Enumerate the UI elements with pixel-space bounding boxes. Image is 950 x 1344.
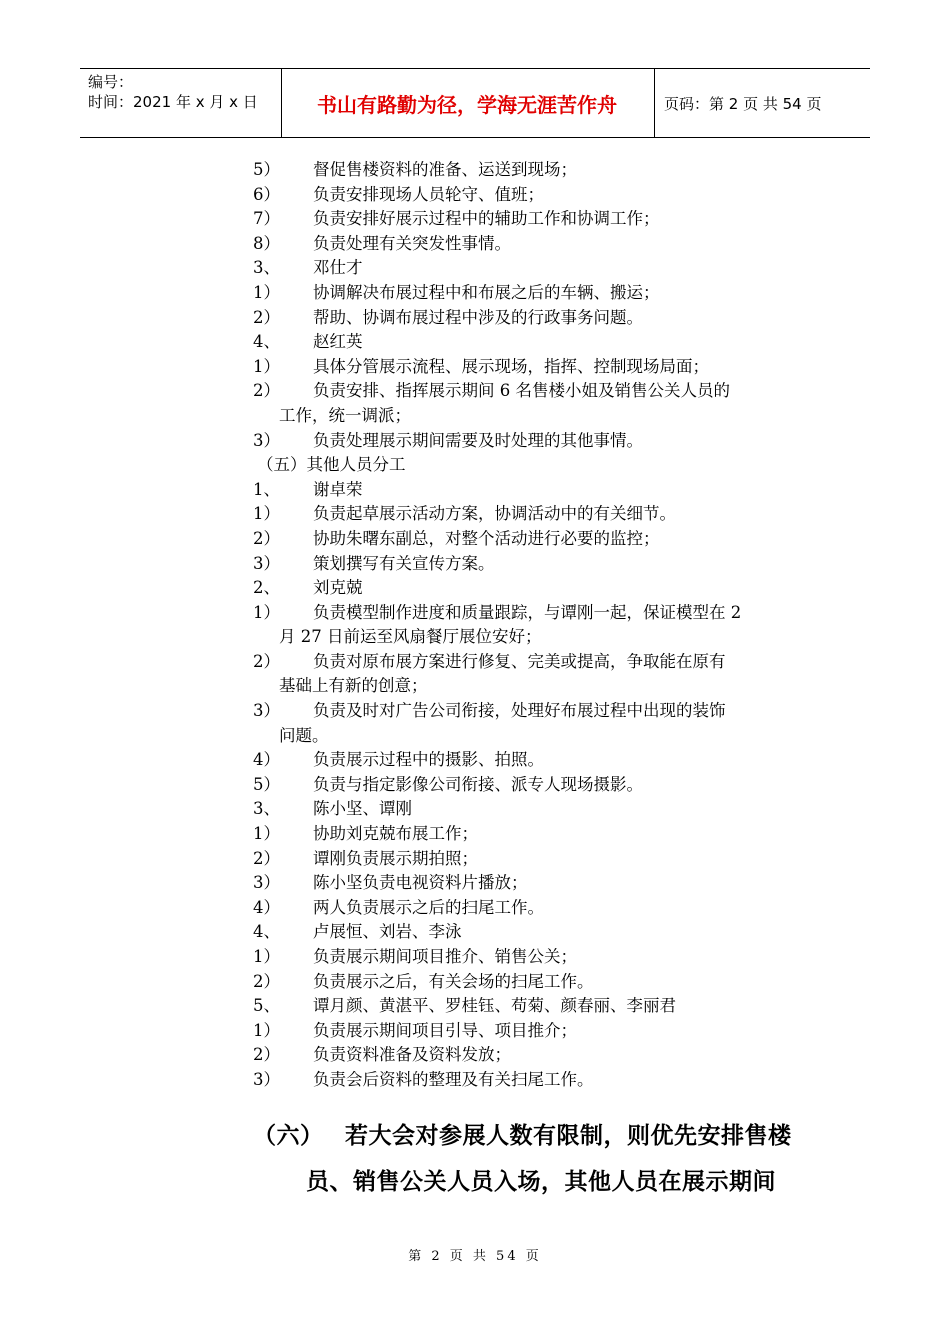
list-item-text: 负责展示之后，有关会场的扫尾工作。 bbox=[313, 971, 594, 991]
list-marker: 2） bbox=[253, 381, 280, 401]
text-line bbox=[253, 478, 813, 503]
list-item-text: 负责与指定影像公司衔接、派专人现场摄影。 bbox=[313, 774, 643, 794]
list-marker: 5、 bbox=[253, 996, 280, 1016]
list-item-text: 协调解决布展过程中和布展之后的车辆、搬运； bbox=[313, 282, 660, 302]
text-line bbox=[253, 502, 813, 527]
list-marker: 7） bbox=[253, 209, 280, 229]
text-line bbox=[253, 232, 813, 257]
text-line bbox=[253, 281, 813, 306]
section-6-heading-line2: 员、销售公关人员入场，其他人员在展示期间 bbox=[306, 1168, 776, 1195]
section-6-marker: （六） bbox=[253, 1122, 324, 1149]
list-item-text: 督促售楼资料的准备、运送到现场； bbox=[313, 160, 577, 179]
list-marker: 3） bbox=[253, 553, 280, 573]
list-item-text: 帮助、协调布展过程中涉及的行政事务问题。 bbox=[313, 307, 643, 327]
list-marker: 1） bbox=[253, 504, 280, 524]
text-line bbox=[253, 158, 813, 183]
list-item-text: 负责安排、指挥展示期间 6 名售楼小姐及销售公关人员的 bbox=[313, 381, 730, 401]
list-marker: 3、 bbox=[253, 258, 280, 278]
text-line bbox=[253, 773, 813, 798]
list-item-text: 两人负责展示之后的扫尾工作。 bbox=[313, 897, 544, 917]
list-marker: 1） bbox=[253, 947, 280, 966]
list-item-text: 负责及时对广告公司衔接，处理好布展过程中出现的装饰 bbox=[313, 701, 726, 721]
list-item-text: 负责资料准备及资料发放； bbox=[313, 1045, 511, 1065]
text-line bbox=[253, 1019, 813, 1044]
text-line bbox=[253, 847, 813, 872]
continuation-line: 工作，统一调派； bbox=[279, 405, 411, 425]
list-marker: 1） bbox=[253, 1020, 280, 1040]
text-line bbox=[253, 552, 813, 577]
text-line bbox=[253, 871, 813, 896]
text-line bbox=[253, 920, 813, 945]
list-item-text: 谭月颜、黄湛平、罗桂钰、苟菊、颜春丽、李丽君 bbox=[313, 996, 676, 1016]
time-label: 时间：2021 年 x 月 x 日 bbox=[88, 93, 258, 111]
section-6-text: 若大会对参展人数有限制，则优先安排售楼 bbox=[345, 1122, 792, 1149]
header-page-info: 页码：第 2 页 共 54 页 bbox=[664, 94, 822, 113]
list-marker: 1、 bbox=[253, 479, 280, 499]
page-footer: 第 2 页 共 54 页 bbox=[408, 1249, 542, 1264]
list-marker: 3） bbox=[253, 701, 280, 721]
list-item-text: 负责安排现场人员轮守、值班； bbox=[313, 184, 544, 204]
list-item-text: 负责展示期间项目推介、销售公关； bbox=[313, 947, 577, 966]
list-marker: 2） bbox=[253, 528, 280, 548]
list-marker: 5） bbox=[253, 160, 280, 179]
list-marker: 3） bbox=[253, 430, 280, 450]
list-item-text: 协助刘克兢布展工作； bbox=[313, 824, 478, 844]
text-line bbox=[253, 822, 813, 847]
list-item-text: 负责对原布展方案进行修复、完美或提高，争取能在原有 bbox=[313, 651, 726, 671]
list-marker: 1） bbox=[253, 602, 280, 622]
text-line bbox=[253, 576, 813, 601]
list-marker: 1） bbox=[253, 282, 280, 302]
continuation-line: 月 27 日前运至风扇餐厅展位安好； bbox=[279, 627, 542, 647]
list-marker: 2） bbox=[253, 651, 280, 671]
list-marker: 4、 bbox=[253, 922, 280, 942]
text-line bbox=[253, 1043, 813, 1068]
list-item-text: 负责处理有关突发性事情。 bbox=[313, 233, 511, 253]
section-6-heading-line1 bbox=[253, 1117, 813, 1150]
list-item-text: 谭刚负责展示期拍照； bbox=[313, 848, 478, 868]
text-line bbox=[253, 207, 813, 232]
continuation-line: 基础上有新的创意； bbox=[279, 676, 428, 696]
list-marker: 3） bbox=[253, 873, 280, 893]
text-line bbox=[253, 601, 813, 626]
text-line bbox=[253, 256, 813, 281]
text-line bbox=[253, 306, 813, 331]
text-line bbox=[253, 650, 813, 675]
list-item-text: 陈小坚、谭刚 bbox=[313, 799, 412, 819]
header-meta bbox=[88, 69, 278, 137]
list-marker: 1） bbox=[253, 356, 280, 376]
list-item-text: 卢展恒、刘岩、李泳 bbox=[313, 922, 462, 942]
list-item-text: 谢卓荣 bbox=[313, 479, 363, 499]
text-line bbox=[253, 183, 813, 208]
list-marker: 4、 bbox=[253, 332, 280, 352]
list-item-text: 邓仕才 bbox=[313, 258, 363, 278]
text-line bbox=[253, 1068, 813, 1093]
list-item-text: 赵红英 bbox=[313, 332, 363, 352]
text-line bbox=[253, 970, 813, 995]
list-marker: 3） bbox=[253, 1069, 280, 1089]
list-item-text: 策划撰写有关宣传方案。 bbox=[313, 553, 495, 573]
text-line bbox=[253, 797, 813, 822]
text-line bbox=[253, 429, 813, 454]
continuation-line: 问题。 bbox=[279, 725, 329, 745]
page-header bbox=[80, 68, 870, 138]
list-marker: 2） bbox=[253, 971, 280, 991]
list-item-text: 具体分管展示流程、展示现场，指挥、控制现场局面； bbox=[313, 356, 709, 376]
list-marker: 8） bbox=[253, 233, 280, 253]
list-marker: 4） bbox=[253, 750, 280, 770]
list-item-text: 负责展示期间项目引导、项目推介； bbox=[313, 1020, 577, 1040]
section-heading: （五）其他人员分工 bbox=[257, 455, 406, 475]
list-item-text: 负责处理展示期间需要及时处理的其他事情。 bbox=[313, 430, 643, 450]
list-marker: 5） bbox=[253, 774, 280, 794]
list-item-text: 负责模型制作进度和质量跟踪，与谭刚一起，保证模型在 2 bbox=[313, 602, 742, 622]
text-line bbox=[253, 896, 813, 921]
text-line bbox=[253, 994, 813, 1019]
text-line bbox=[253, 330, 813, 355]
text-line bbox=[253, 945, 813, 970]
list-item-text: 负责安排好展示过程中的辅助工作和协调工作； bbox=[313, 209, 660, 229]
list-marker: 4） bbox=[253, 897, 280, 917]
list-item-text: 陈小坚负责电视资料片播放； bbox=[313, 873, 528, 893]
list-item-text: 刘克兢 bbox=[313, 578, 363, 598]
header-divider bbox=[654, 69, 655, 137]
number-label: 编号： bbox=[88, 73, 134, 91]
list-item-text: 协助朱曙东副总，对整个活动进行必要的监控； bbox=[313, 528, 660, 548]
text-line bbox=[253, 355, 813, 380]
list-item-text: 负责起草展示活动方案，协调活动中的有关细节。 bbox=[313, 504, 676, 524]
list-marker: 6） bbox=[253, 184, 280, 204]
text-line bbox=[253, 748, 813, 773]
list-marker: 2） bbox=[253, 307, 280, 327]
list-item-text: 负责会后资料的整理及有关扫尾工作。 bbox=[313, 1069, 594, 1089]
header-motto: 书山有路勤为径，学海无涯苦作舟 bbox=[317, 92, 617, 117]
text-line bbox=[253, 379, 813, 404]
text-line bbox=[253, 699, 813, 724]
text-line bbox=[253, 527, 813, 552]
list-marker: 2、 bbox=[253, 578, 280, 598]
list-marker: 3、 bbox=[253, 799, 280, 819]
list-marker: 2） bbox=[253, 1045, 280, 1065]
list-marker: 2） bbox=[253, 848, 280, 868]
document-body bbox=[253, 158, 813, 1093]
list-item-text: 负责展示过程中的摄影、拍照。 bbox=[313, 750, 544, 770]
list-marker: 1） bbox=[253, 824, 280, 844]
